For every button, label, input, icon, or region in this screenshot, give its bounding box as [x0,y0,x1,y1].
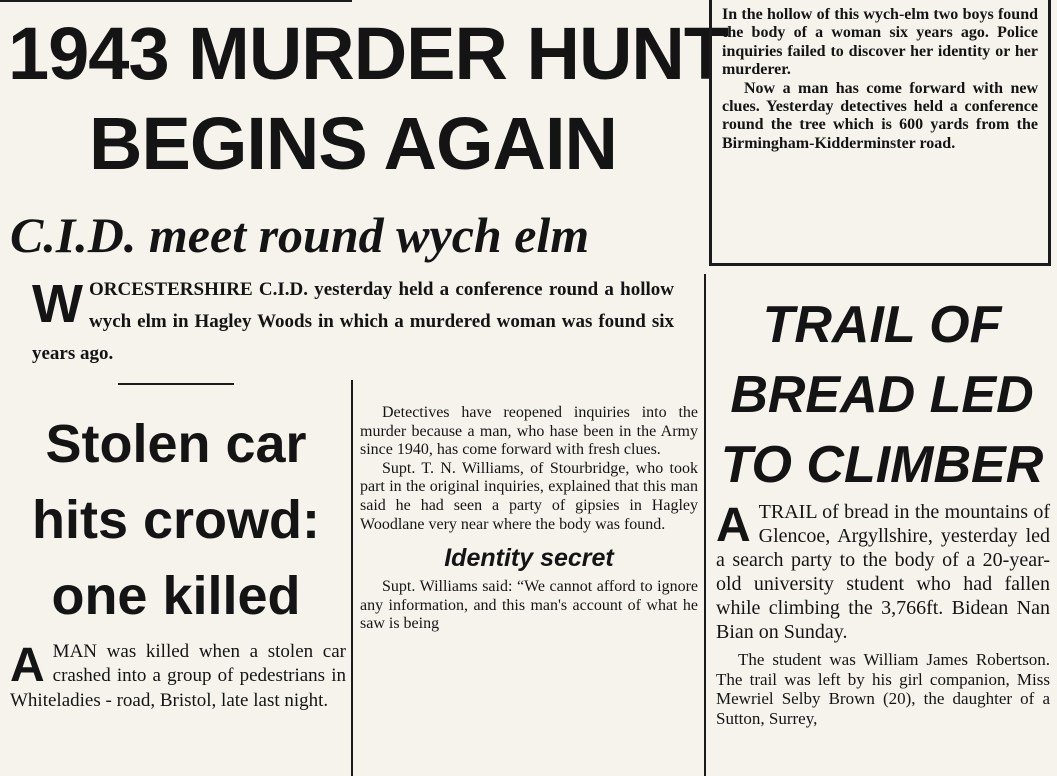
caption-paragraph-1: In the hollow of this wych-elm two boys found the body of a woman six years ago. Police inquiries failed to discover her identity or her murderer. [722,6,1038,79]
climber-paragraph-2: The student was William James Robertson. The trail was left by his girl companion, Miss Mewriel Selby Brown (20), the daughter of a Sutton, Surrey, [716,650,1050,728]
climber-story-body [716,500,1050,728]
main-paragraph-3: Supt. Williams said: “We cannot afford to ignore any information, and this man's account of what he saw is being [360,578,698,633]
lede-dropcap: W [32,274,83,334]
main-story-column [360,404,698,634]
main-headline-line2: BEGINS AGAIN [89,102,617,185]
identity-secret-crosshead: Identity secret [444,544,614,573]
climber-headline-line1: TRAIL OF [762,296,1002,354]
column-rule-left [351,380,353,776]
column-rule-right [704,274,706,776]
car-headline-line3: one killed [51,566,301,626]
car-dropcap: A [10,639,45,692]
climber-lede-text: TRAIL of bread in the mountains of Glencoe, Argyllshire, yesterday led a search party to the body of a 20-year-old university student who had fallen while climbing the 3,766ft. Bidean Nan Bian on Sunday. [716,501,1050,643]
main-lede [32,274,674,370]
climber-story-headline [710,290,1054,500]
car-headline-line1: Stolen car [45,414,307,474]
climber-headline-line3: TO CLIMBER [720,436,1044,494]
top-rule [0,0,352,2]
main-headline-line1: 1943 MURDER HUNT [8,12,729,95]
main-paragraph-2: Supt. T. N. Williams, of Stourbridge, who took part in the original inquiries, explained that this man said he had seen a party of gipsies in Hagley Woodlane very near where the body was found. [360,459,698,533]
caption-paragraph-2: Now a man has come forward with new clues. Yesterday detectives held a conference round the tree which is 600 yards from the Birmingham-Kidderminster road. [722,79,1038,152]
main-subhead: C.I.D. meet round wych elm [10,207,590,263]
photo-caption-box [709,0,1051,266]
climber-lede [716,500,1050,644]
car-story-headline [4,406,348,634]
car-lede-text: MAN was killed when a stolen car crashed into a group of pedestrians in Whiteladies - road, Bristol, late last night. [10,641,346,711]
climber-dropcap: A [716,499,751,552]
car-story-body [10,640,346,713]
car-story-rule [118,383,234,385]
main-paragraph-1: Detectives have reopened inquiries into the murder because a man, who hase been in the Army since 1940, has come forward with fresh clues. [360,404,698,459]
car-headline-line2: hits crowd: [31,490,320,550]
climber-headline-line2: BREAD LED [730,366,1034,424]
lede-text: ORCESTERSHIRE C.I.D. yesterday held a conference round a hollow wych elm in Hagley Woods in which a murdered woman was found six years ago. [32,279,674,364]
